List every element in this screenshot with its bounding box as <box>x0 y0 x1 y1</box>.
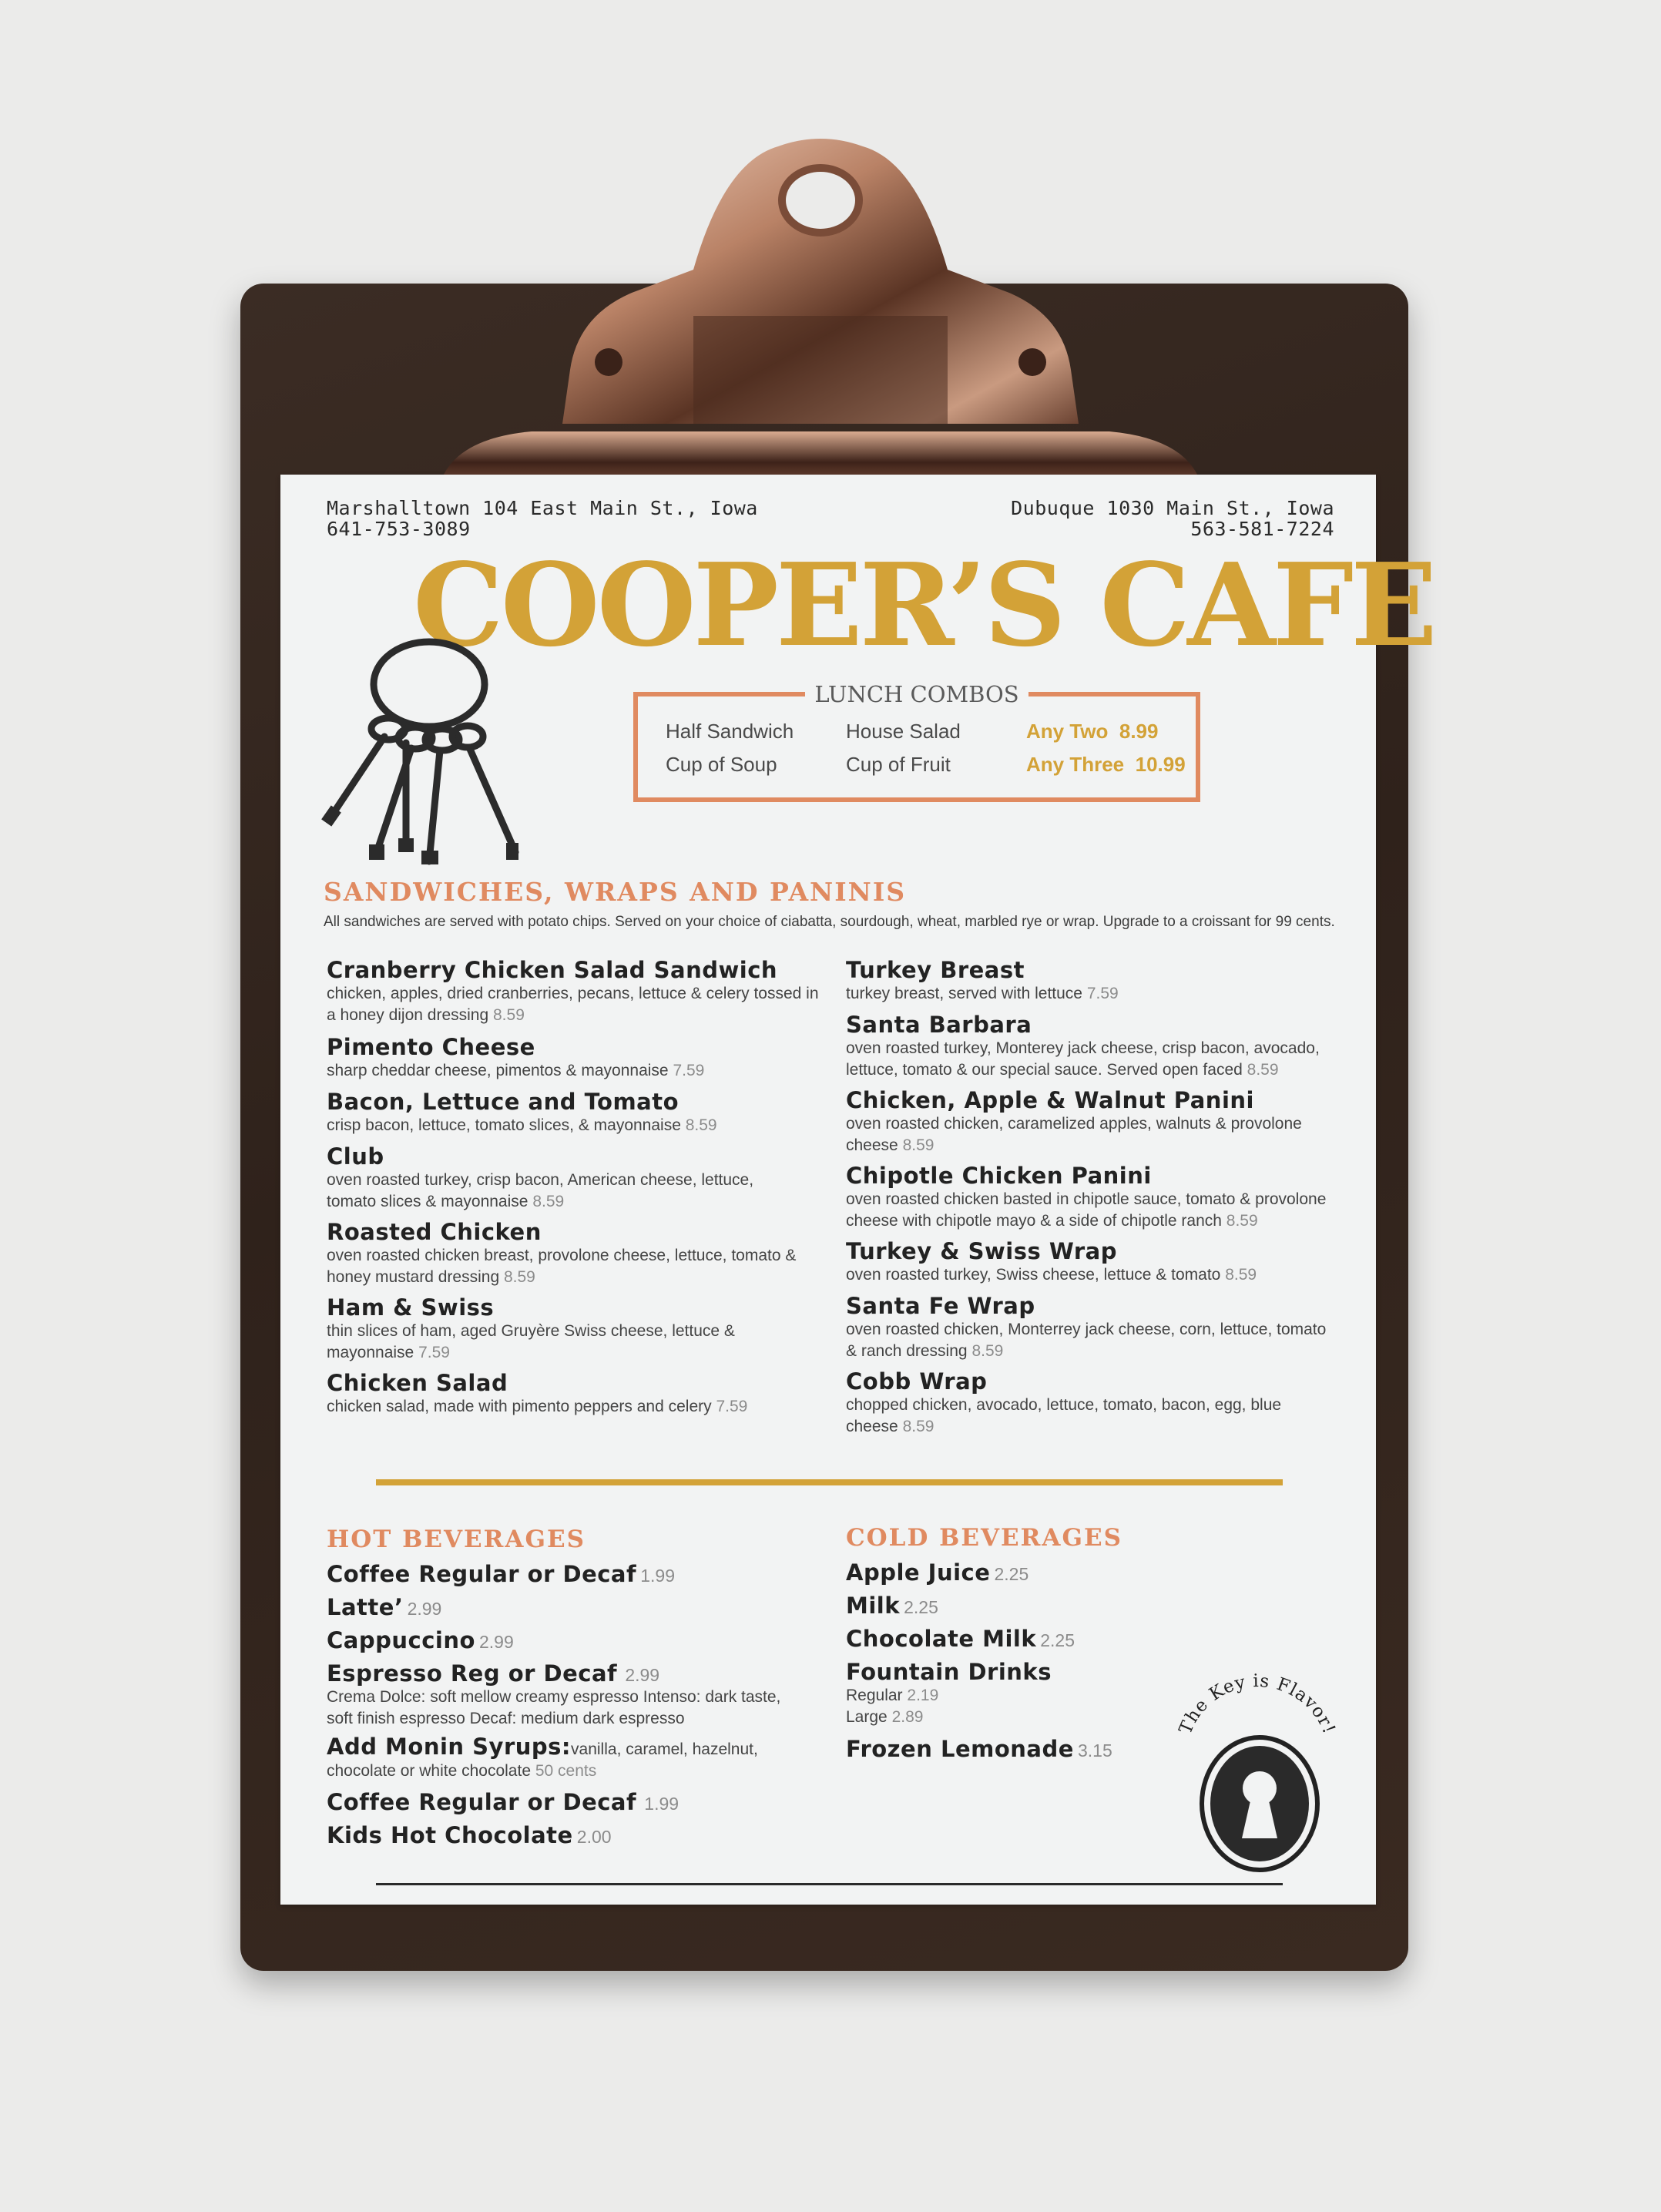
lunch-combos-box <box>633 681 1200 802</box>
item-name: Turkey Breast <box>846 957 1025 983</box>
beverage-desc: Crema Dolce: soft mellow creamy espresso Intenso: dark taste, soft finish espresso Decaf: medium dark espresso <box>327 1688 781 1727</box>
beverage-item <box>846 1736 1112 1762</box>
menu-item <box>846 1087 1347 1156</box>
combo-item: Cup of Fruit <box>846 753 951 776</box>
item-name: Cranberry Chicken Salad Sandwich <box>327 957 778 983</box>
item-price: 8.59 <box>971 1342 1004 1360</box>
beverage-desc: chocolate or white chocolate <box>327 1762 531 1780</box>
size-label: Regular <box>846 1687 903 1704</box>
beverage-name: Add Monin Syrups: <box>327 1734 572 1760</box>
keyhole-seal-icon <box>1165 1665 1350 1873</box>
page-title: COOPER’S CAFE <box>413 538 1434 672</box>
item-name: Ham & Swiss <box>327 1294 495 1321</box>
combo-deal: Any Three 10.99 <box>1026 753 1186 776</box>
beverage-extra: vanilla, caramel, hazelnut, <box>571 1740 758 1758</box>
menu-item <box>327 957 827 1026</box>
size-price: 2.19 <box>907 1687 939 1704</box>
item-desc: oven roasted turkey, Swiss cheese, lettuce & tomato <box>846 1266 1221 1284</box>
right-phone: 563-581-7224 <box>1190 518 1334 540</box>
sandwiches-heading: SANDWICHES, WRAPS AND PANINIS <box>324 877 907 907</box>
beverage-name: Chocolate Milk <box>846 1626 1037 1652</box>
item-desc: crisp bacon, lettuce, tomato slices, & mayonnaise <box>327 1116 681 1134</box>
beverage-price: 2.25 <box>1040 1630 1075 1650</box>
item-desc: oven roasted chicken, Monterrey jack cheese, corn, lettuce, tomato & ranch dressing <box>846 1321 1327 1360</box>
item-name: Roasted Chicken <box>327 1219 542 1245</box>
left-phone: 641-753-3089 <box>327 518 471 540</box>
item-price: 8.59 <box>902 1136 935 1154</box>
beverage-name: Latte’ <box>327 1594 404 1620</box>
item-desc: oven roasted chicken, caramelized apples, walnuts & provolone cheese <box>846 1115 1302 1154</box>
menu-item <box>327 1219 827 1288</box>
keyring-icon <box>315 636 519 868</box>
item-price: 8.59 <box>902 1418 935 1435</box>
combo-item: House Salad <box>846 720 961 743</box>
menu-item <box>327 1294 827 1364</box>
hot-beverages-heading: HOT BEVERAGES <box>327 1526 586 1553</box>
beverage-name: Coffee Regular or Decaf <box>327 1561 637 1587</box>
beverage-item <box>327 1822 612 1848</box>
item-name: Chipotle Chicken Panini <box>846 1163 1152 1189</box>
item-price: 7.59 <box>673 1062 705 1079</box>
beverage-price: 1.99 <box>644 1794 680 1814</box>
item-price: 8.59 <box>503 1268 535 1286</box>
section-divider <box>376 1479 1283 1485</box>
size-price: 2.89 <box>891 1708 924 1726</box>
beverage-price: 50 cents <box>535 1762 597 1780</box>
seal-text: The Key is Flavor! <box>1175 1670 1340 1737</box>
item-desc: oven roasted turkey, Monterey jack cheese, crisp bacon, avocado, lettuce, tomato & our special sauce. Served open faced <box>846 1039 1320 1079</box>
item-name: Pimento Cheese <box>327 1034 535 1060</box>
item-desc: oven roasted chicken breast, provolone cheese, lettuce, tomato & honey mustard dressing <box>327 1247 797 1286</box>
beverage-item <box>327 1627 514 1653</box>
beverage-price: 2.99 <box>407 1599 442 1619</box>
combo-item: Cup of Soup <box>666 753 777 776</box>
item-price: 8.59 <box>1225 1266 1257 1284</box>
beverage-item <box>846 1593 938 1619</box>
beverage-item <box>846 1559 1028 1586</box>
beverage-price: 2.99 <box>479 1632 514 1652</box>
svg-text:The Key is Flavor! <box>1176 1671 1339 1737</box>
item-name: Santa Barbara <box>846 1012 1032 1038</box>
menu-item <box>846 1012 1347 1081</box>
left-location <box>327 498 758 539</box>
beverage-price: 2.25 <box>994 1564 1029 1584</box>
item-name: Chicken, Apple & Walnut Panini <box>846 1087 1254 1113</box>
item-desc: chicken salad, made with pimento peppers and celery <box>327 1398 712 1415</box>
item-price: 7.59 <box>716 1398 748 1415</box>
beverage-price: 2.25 <box>904 1597 938 1617</box>
menu-item <box>846 1163 1347 1232</box>
lunch-combos-title: LUNCH COMBOS <box>638 681 1196 707</box>
cold-beverages-heading: COLD BEVERAGES <box>846 1524 1122 1552</box>
beverage-item <box>846 1659 1052 1728</box>
beverage-price: 2.99 <box>625 1665 660 1685</box>
beverage-name: Frozen Lemonade <box>846 1736 1074 1762</box>
item-name: Bacon, Lettuce and Tomato <box>327 1089 680 1115</box>
beverage-item <box>327 1594 441 1620</box>
menu-sheet <box>280 475 1434 1905</box>
beverage-item <box>327 1561 675 1587</box>
item-name: Club <box>327 1143 384 1170</box>
item-price: 8.59 <box>685 1116 717 1134</box>
beverage-item <box>327 1660 804 1730</box>
sandwiches-note: All sandwiches are served with potato chips. Served on your choice of ciabatta, sourdough, wheat, marbled rye or wrap. Upgrade to a croissant for 99 cents. <box>324 914 1335 930</box>
beverage-name: Fountain Drinks <box>846 1659 1052 1685</box>
right-location <box>1011 498 1334 539</box>
item-price: 7.59 <box>1086 985 1119 1002</box>
beverage-name: Kids Hot Chocolate <box>327 1822 573 1848</box>
menu-item <box>846 957 1347 1005</box>
bottom-rule <box>376 1883 1283 1885</box>
clipboard-clip-icon <box>431 116 1210 532</box>
size-label: Large <box>846 1708 888 1726</box>
item-desc: oven roasted turkey, crisp bacon, American cheese, lettuce, tomato slices & mayonnaise <box>327 1171 754 1210</box>
menu-item <box>846 1238 1347 1286</box>
item-name: Santa Fe Wrap <box>846 1293 1035 1319</box>
item-desc: oven roasted chicken basted in chipotle sauce, tomato & provolone cheese with chipotle mayo & a side of chipotle ranch <box>846 1190 1327 1230</box>
item-name: Cobb Wrap <box>846 1368 988 1395</box>
right-address: Dubuque 1030 Main St., Iowa <box>1011 497 1334 519</box>
item-desc: turkey breast, served with lettuce <box>846 985 1082 1002</box>
menu-item <box>327 1143 827 1213</box>
beverage-item <box>327 1734 804 1782</box>
beverage-name: Cappuccino <box>327 1627 475 1653</box>
combo-item: Half Sandwich <box>666 720 794 743</box>
beverage-name: Coffee Regular or Decaf <box>327 1789 637 1815</box>
item-price: 8.59 <box>1226 1212 1258 1230</box>
beverage-name: Apple Juice <box>846 1559 991 1586</box>
menu-item <box>327 1370 827 1418</box>
beverage-name: Milk <box>846 1593 901 1619</box>
beverage-price: 1.99 <box>640 1566 675 1586</box>
beverage-price: 2.00 <box>576 1827 612 1847</box>
item-price: 7.59 <box>418 1344 450 1361</box>
left-address: Marshalltown 104 East Main St., Iowa <box>327 497 758 519</box>
beverage-price: 3.15 <box>1078 1740 1112 1761</box>
item-desc: sharp cheddar cheese, pimentos & mayonnaise <box>327 1062 669 1079</box>
item-desc: chopped chicken, avocado, lettuce, tomato, bacon, egg, blue cheese <box>846 1396 1282 1435</box>
menu-item <box>846 1293 1347 1362</box>
menu-item <box>327 1089 827 1136</box>
item-name: Turkey & Swiss Wrap <box>846 1238 1117 1264</box>
item-price: 8.59 <box>532 1193 565 1210</box>
menu-item <box>846 1368 1347 1438</box>
item-desc: thin slices of ham, aged Gruyère Swiss cheese, lettuce & mayonnaise <box>327 1322 735 1361</box>
beverage-item <box>327 1789 679 1815</box>
beverage-item <box>846 1626 1075 1652</box>
item-price: 8.59 <box>493 1006 525 1024</box>
combo-deal: Any Two 8.99 <box>1026 720 1159 743</box>
item-price: 8.59 <box>1247 1061 1279 1079</box>
beverage-name: Espresso Reg or Decaf <box>327 1660 618 1687</box>
menu-item <box>327 1034 827 1082</box>
item-name: Chicken Salad <box>327 1370 508 1396</box>
item-desc: chicken, apples, dried cranberries, pecans, lettuce & celery tossed in a honey dijon dressing <box>327 985 819 1024</box>
